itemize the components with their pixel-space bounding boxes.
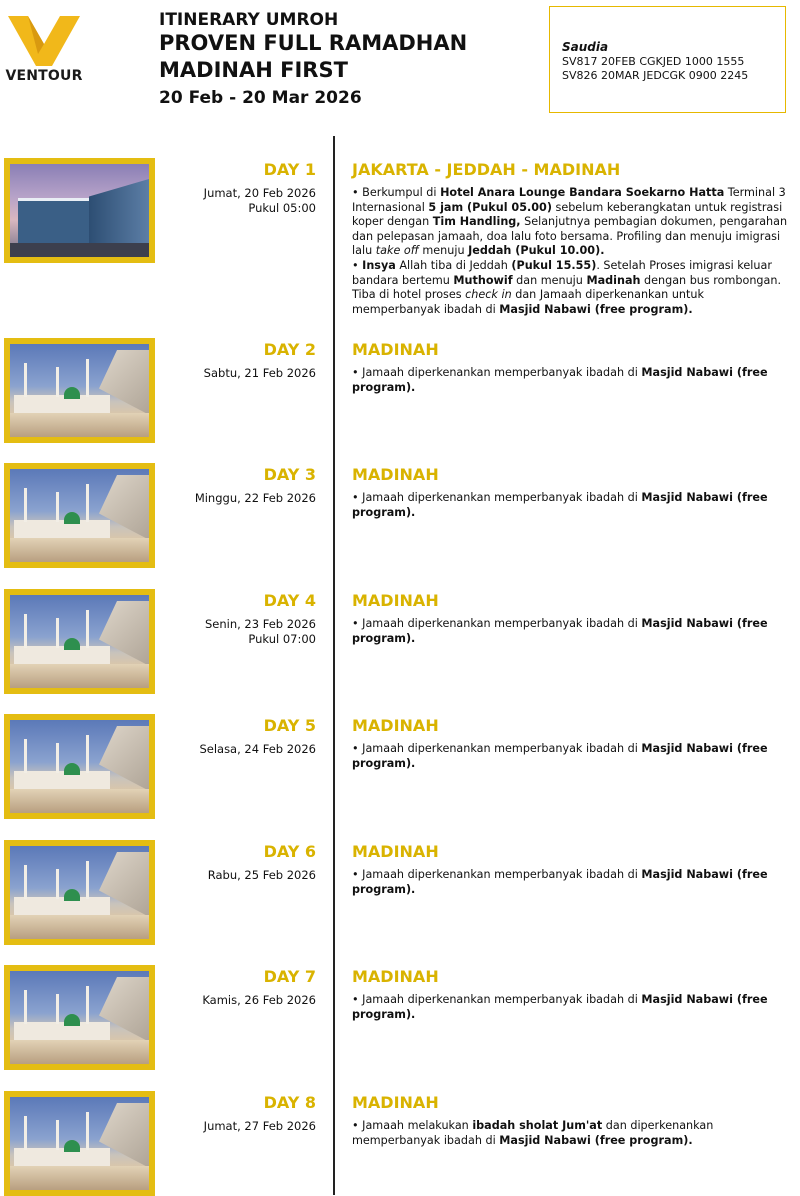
mosque-photo	[10, 720, 149, 813]
mosque-photo	[10, 846, 149, 939]
day-description: • Jamaah melakukan ibadah sholat Jum'at dan diperkenankan memperbanyak ibadah di Masjid Nabawi (free program).	[352, 1119, 714, 1147]
itinerary-title	[159, 10, 467, 110]
logo-text: VENTOUR	[5, 68, 83, 84]
day-description: • Jamaah diperkenankan memperbanyak ibadah di Masjid Nabawi (free program).	[352, 993, 768, 1021]
day-date: Minggu, 22 Feb 2026	[194, 491, 316, 505]
flight-info-box	[549, 6, 786, 113]
day-title: MADINAH	[352, 842, 439, 861]
day-description: • Jamaah diperkenankan memperbanyak ibadah di Masjid Nabawi (free program).	[352, 742, 768, 770]
ventour-v-icon	[8, 14, 80, 66]
airline-name: Saudia	[562, 40, 609, 54]
day-date: Jumat, 27 Feb 2026	[203, 1119, 316, 1133]
day-description: • Jamaah diperkenankan memperbanyak ibadah di Masjid Nabawi (free program).	[352, 366, 768, 394]
day-label: DAY 4	[263, 591, 316, 610]
day-date: Sabtu, 21 Feb 2026	[203, 366, 316, 380]
day-label: DAY 1	[263, 160, 316, 179]
package-name-line2: MADINAH FIRST	[159, 58, 348, 82]
day-date: Kamis, 26 Feb 2026	[202, 993, 316, 1007]
day-description: • Jamaah diperkenankan memperbanyak ibadah di Masjid Nabawi (free program).	[352, 868, 768, 896]
day-photo	[4, 589, 155, 694]
mosque-photo	[10, 344, 149, 437]
day-label: DAY 5	[263, 716, 316, 735]
day-photo	[4, 714, 155, 819]
day-description: • Berkumpul di Hotel Anara Lounge Bandara Soekarno Hatta Terminal 3 Internasional 5 jam (Pukul 05.00) sebelum keberangkatan untuk registrasi koper dengan Tim Handling, Selanjutnya pembagian dokumen, pengarahan dan pelepasan jamaah, doa lalu foto bersama. Profiling dan menuju imigrasi lalu take off menuju Jeddah (Pukul 10.00). • Insya Allah tiba di Jeddah (Pukul 15.55). Setelah Proses imigrasi keluar bandara bertemu Muthowif dan menuju Madinah dengan bus rombongan. Tiba di hotel proses check in dan Jamaah diperkenankan untuk memperbanyak ibadah di Masjid Nabawi (free program).	[352, 186, 788, 316]
day-date: Rabu, 25 Feb 2026	[207, 868, 316, 882]
day-description: • Jamaah diperkenankan memperbanyak ibadah di Masjid Nabawi (free program).	[352, 491, 768, 519]
day-title: MADINAH	[352, 465, 439, 484]
day-photo	[4, 158, 155, 263]
day-photo	[4, 1091, 155, 1196]
day-photo	[4, 965, 155, 1070]
day-title: MADINAH	[352, 716, 439, 735]
day-title: MADINAH	[352, 340, 439, 359]
flight-segment-return: SV826 20MAR JEDCGK 0900 2245	[562, 69, 749, 82]
day-title: MADINAH	[352, 1093, 439, 1112]
day-label: DAY 3	[263, 465, 316, 484]
day-photo	[4, 840, 155, 945]
day-title: MADINAH	[352, 591, 439, 610]
day-date: Selasa, 24 Feb 2026	[199, 742, 316, 756]
day-photo	[4, 463, 155, 568]
day-title: MADINAH	[352, 967, 439, 986]
hotel-photo	[10, 164, 149, 257]
mosque-photo	[10, 595, 149, 688]
trip-dates: 20 Feb - 20 Mar 2026	[159, 88, 362, 108]
day-label: DAY 2	[263, 340, 316, 359]
day-photo	[4, 338, 155, 443]
itinerary-subtitle: ITINERARY UMROH	[159, 10, 339, 30]
day-title: JAKARTA - JEDDAH - MADINAH	[352, 160, 621, 179]
mosque-photo	[10, 469, 149, 562]
mosque-photo	[10, 1097, 149, 1190]
day-label: DAY 7	[263, 967, 316, 986]
day-label: DAY 6	[263, 842, 316, 861]
package-name-line1: PROVEN FULL RAMADHAN	[159, 31, 468, 55]
day-date: Jumat, 20 Feb 2026 Pukul 05:00	[203, 186, 316, 215]
mosque-photo	[10, 971, 149, 1064]
day-label: DAY 8	[263, 1093, 316, 1112]
timeline-divider	[333, 136, 335, 1195]
ventour-logo	[4, 14, 84, 86]
day-description: • Jamaah diperkenankan memperbanyak ibadah di Masjid Nabawi (free program).	[352, 617, 768, 645]
day-date: Senin, 23 Feb 2026 Pukul 07:00	[204, 617, 316, 646]
flight-segment-outbound: SV817 20FEB CGKJED 1000 1555	[562, 55, 745, 68]
